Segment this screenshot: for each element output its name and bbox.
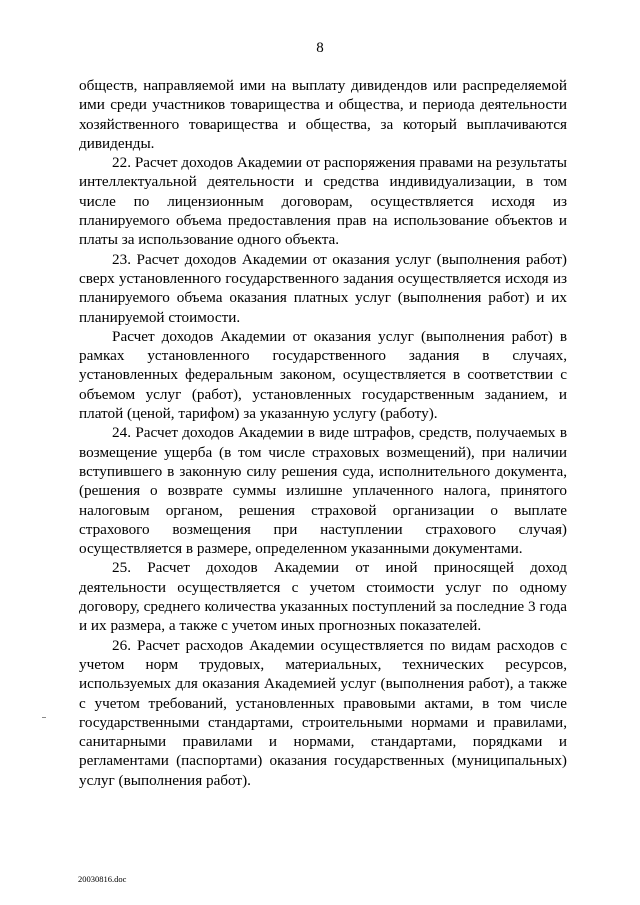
paragraph-24: 24. Расчет доходов Академии в виде штрафов, средств, получаемых в возмещение ущерба (в том числе страховых возмещений), при наличии вступившего в законную силу решения суда, исполнительного документа, (решения о возврате суммы излишне уплаченного налога, принятого налоговым органом, решения страховой организации о выплате страхового возмещения при наступлении страхового случая) осуществляется в размере, определенном указанными документами. xyxy=(79,424,567,558)
paragraph-dividends-continuation: обществ, направляемой ими на выплату дивидендов или распределяемой ими среди участников товарищества и общества, и периода деятельности хозяйственного товарищества и общества, за который выплачиваются дивиденды. xyxy=(79,77,567,152)
page-number: 8 xyxy=(316,40,324,56)
footer-filename: 20030816.doc xyxy=(78,874,127,884)
paragraph-23-continued: Расчет доходов Академии от оказания услуг (выполнения работ) в рамках установленного государственного задания в случаях, установленных федеральным законом, осуществляется в соответствии с объемом услуг (работ), установленных государственным заданием, и платой (ценой, тарифом) за указанную услугу (работу). xyxy=(79,327,567,423)
paragraph-23: 23. Расчет доходов Академии от оказания услуг (выполнения работ) сверх установленного государственного задания осуществляется исходя из планируемого объема оказания платных услуг (выполнения работ) и их планируемой стоимости. xyxy=(79,250,567,326)
paragraph-22: 22. Расчет доходов Академии от распоряжения правами на результаты интеллектуальной деятельности и средства индивидуализации, в том числе по лицензионным договорам, осуществляется исходя из планируемого объема предоставления прав на использование объектов и платы за использование одного объекта. xyxy=(79,154,567,249)
scan-artifact-mark xyxy=(42,717,46,718)
paragraph-25: 25. Расчет доходов Академии от иной приносящей доход деятельности осуществляется с учетом стоимости услуг по одному договору, среднего количества указанных поступлений за последние 3 года и их размера, а также с учетом иных прогнозных показателей. xyxy=(79,559,567,635)
document-body xyxy=(79,76,567,790)
paragraph-26: 26. Расчет расходов Академии осуществляется по видам расходов с учетом норм трудовых, материальных, технических ресурсов, используемых для оказания Академией услуг (выполнения работ), а также с учетом требований, установленных правовыми актами, в том числе государственными стандартами, строительными нормами и правилами, санитарными правилами и нормами, стандартами, порядками и регламентами (паспортами) оказания государственных (муниципальных) услуг (выполнения работ). xyxy=(79,636,567,789)
